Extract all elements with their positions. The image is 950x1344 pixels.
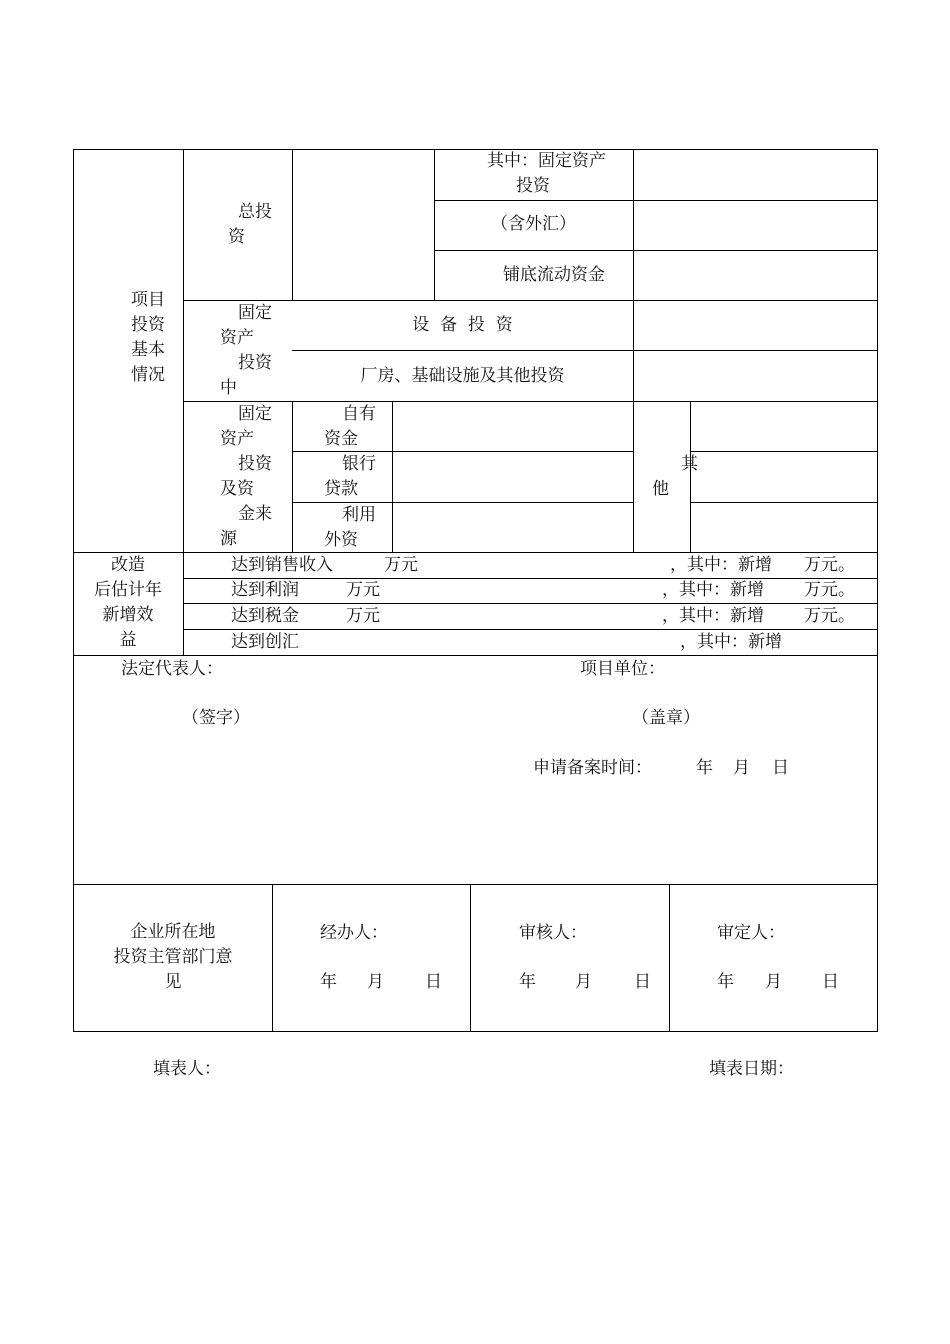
foreign-capital-label: 利用 外资 (324, 505, 376, 550)
apply-month: 月 (733, 758, 750, 778)
own-funds-label: 自有 资金 (324, 404, 376, 449)
filler-label: 填表人： (153, 1059, 221, 1079)
fixed-asset-investment-label: 其中：固定资产 投资 (487, 151, 606, 196)
handler-label: 经办人： (320, 923, 388, 943)
dept-opinion-label: 企业所在地 投资主管部门意 见 (113, 922, 233, 992)
seal-label: （盖章） (632, 708, 700, 728)
sign-label: （签字） (182, 708, 250, 728)
reviewer-day: 日 (634, 972, 651, 992)
approver-month: 月 (765, 972, 782, 992)
investment-section-label: 项目 投资 基本 情况 (131, 290, 165, 385)
apply-time-label: 申请备案时间： (533, 758, 652, 778)
equipment-investment-label: 设 备 投 资 (412, 315, 513, 335)
plant-investment-label: 厂房、基础设施及其他投资 (360, 366, 565, 386)
apply-year: 年 (696, 758, 713, 778)
fixed-asset-in-label: 固定 资产 投资 中 (220, 303, 272, 398)
bank-loan-label: 银行 贷款 (324, 454, 376, 499)
apply-day: 日 (772, 758, 789, 778)
total-investment-label: 总投 资 (228, 202, 272, 247)
approver-day: 日 (822, 972, 839, 992)
legal-rep-label: 法定代表人： (121, 659, 223, 679)
reviewer-month: 月 (575, 972, 592, 992)
working-capital-label: 铺底流动资金 (503, 265, 605, 285)
reviewer-label: 审核人： (519, 923, 587, 943)
other-label: 其 他 (652, 454, 698, 499)
reviewer-year: 年 (519, 972, 536, 992)
project-unit-label: 项目单位： (580, 659, 665, 679)
fill-date-label: 填表日期： (709, 1059, 794, 1079)
handler-year: 年 (320, 972, 337, 992)
handler-day: 日 (425, 972, 442, 992)
benefit-section-label: 改造 后估计年 新增效 益 (94, 555, 162, 650)
incl-forex-label: （含外汇） (491, 214, 576, 234)
approver-label: 审定人： (717, 923, 785, 943)
approver-year: 年 (717, 972, 734, 992)
handler-month: 月 (367, 972, 384, 992)
fund-source-label: 固定 资产 投资 及资 金来 源 (220, 404, 272, 549)
